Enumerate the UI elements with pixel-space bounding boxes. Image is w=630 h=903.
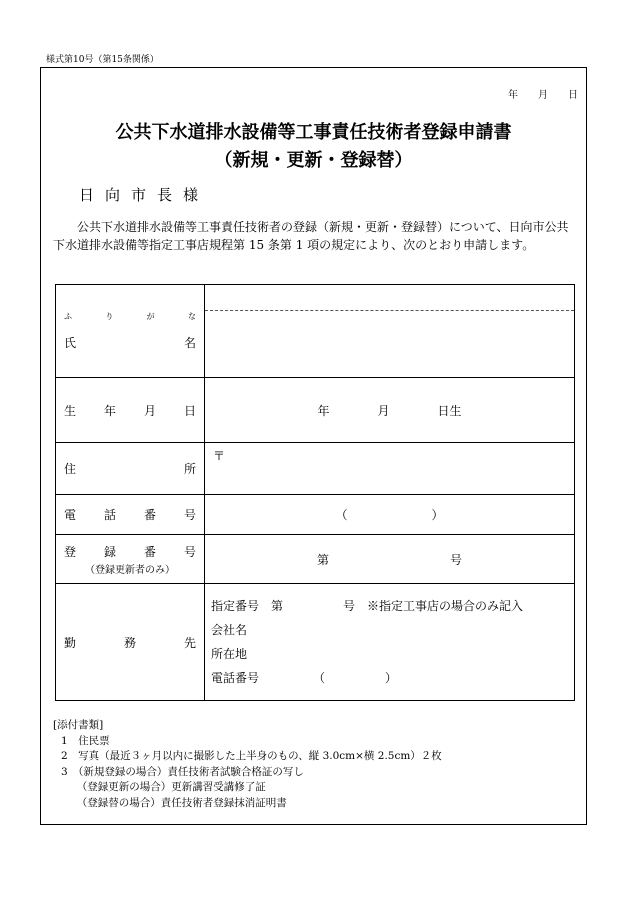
furigana-char: な bbox=[187, 312, 196, 321]
label-char: 話 bbox=[103, 508, 116, 522]
form-subtitle: （新規・更新・登録替） bbox=[214, 150, 413, 171]
label-char: 日 bbox=[183, 403, 196, 418]
phone-value: （ ） bbox=[335, 508, 444, 522]
name-label-cell bbox=[56, 285, 205, 378]
furigana-char: ふ bbox=[64, 312, 72, 321]
label-char: 号 bbox=[183, 544, 196, 559]
phone-row bbox=[56, 495, 575, 535]
birthdate-label-cell bbox=[56, 378, 205, 443]
attachments-heading: [添付書類] bbox=[53, 719, 104, 731]
label-char: 月 bbox=[143, 403, 156, 418]
name-label bbox=[64, 334, 196, 351]
label-char: 電 bbox=[64, 508, 77, 522]
attachment-item: （登録替の場合）責任技術者登録抹消証明書 bbox=[61, 796, 287, 809]
company-phone-line[interactable]: 電話番号 （ ） bbox=[211, 671, 398, 685]
application-form bbox=[40, 67, 587, 825]
form-title: 公共下水道排水設備等工事責任技術者登録申請書 bbox=[115, 122, 512, 143]
registration-number-row bbox=[56, 535, 575, 584]
workplace-field[interactable] bbox=[205, 584, 575, 701]
company-address-line[interactable]: 所在地 bbox=[211, 647, 248, 661]
workplace-label bbox=[64, 634, 196, 651]
phone-label-cell bbox=[56, 495, 205, 535]
address-row bbox=[56, 443, 575, 495]
intro-text: 公共下水道排水設備等工事責任技術者の登録（新規・更新・登録替）について、日向市公共下水道排水設備等指定工事店規程第 15 条第 1 項の規定により、次のとおり申請します。 bbox=[53, 220, 569, 252]
label-char: 録 bbox=[103, 544, 116, 559]
attachment-item: 2 写真（最近３ヶ月以内に撮影した上半身のもの、縦 3.0cm×横 2.5cm）２枚 bbox=[61, 750, 442, 762]
registration-number-label-cell bbox=[56, 535, 205, 584]
phone-field[interactable] bbox=[205, 495, 575, 535]
company-name-line[interactable]: 会社名 bbox=[211, 623, 248, 637]
label-char: 勤 bbox=[64, 635, 77, 650]
registration-suffix: 号 bbox=[449, 552, 462, 567]
birthdate-row bbox=[56, 378, 575, 443]
birthdate-label bbox=[64, 402, 196, 419]
label-char: 務 bbox=[123, 635, 136, 650]
birthdate-value: 年 月 日生 bbox=[317, 403, 462, 418]
designation-number-line[interactable]: 指定番号 第 号 ※指定工事店の場合のみ記入 bbox=[211, 599, 524, 613]
label-char: 号 bbox=[183, 508, 196, 522]
workplace-label-cell bbox=[56, 584, 205, 701]
registration-prefix: 第 bbox=[317, 552, 330, 567]
address-label-cell bbox=[56, 443, 205, 495]
registration-number-note: （登録更新者のみ） bbox=[85, 564, 175, 576]
phone-label bbox=[64, 506, 196, 523]
addressee: 日向市長様 bbox=[79, 186, 210, 204]
label-char: 番 bbox=[143, 544, 156, 559]
registration-number-value bbox=[205, 551, 574, 568]
label-char: 登 bbox=[64, 544, 77, 559]
attachment-item: （登録更新の場合）更新講習受講修了証 bbox=[61, 781, 266, 793]
label-char: 先 bbox=[183, 635, 196, 650]
label-char: 年 bbox=[103, 403, 116, 418]
attachment-item: 3 （新規登録の場合）責任技術者試験合格証の写し bbox=[61, 765, 304, 778]
applicant-table bbox=[55, 284, 575, 701]
application-date-line[interactable]: 年 月 日 bbox=[508, 90, 578, 101]
workplace-row bbox=[56, 584, 575, 701]
label-char: 住 bbox=[64, 462, 77, 476]
name-row bbox=[56, 285, 575, 378]
label-char: 名 bbox=[183, 336, 196, 350]
form-number-label: 様式第10号（第15条関係） bbox=[46, 55, 159, 65]
birthdate-field[interactable] bbox=[205, 378, 575, 443]
label-char: 番 bbox=[143, 508, 156, 522]
postal-mark: 〒 bbox=[213, 449, 226, 463]
label-char: 生 bbox=[64, 403, 77, 418]
label-char: 氏 bbox=[64, 336, 77, 350]
label-char: 所 bbox=[183, 462, 196, 476]
furigana-char: り bbox=[105, 312, 114, 321]
registration-number-label bbox=[64, 543, 196, 560]
address-label bbox=[64, 460, 196, 477]
furigana-field[interactable] bbox=[205, 285, 574, 311]
furigana-label bbox=[64, 311, 196, 322]
attachment-item: 1 住民票 bbox=[61, 734, 110, 747]
registration-number-field[interactable] bbox=[205, 535, 575, 584]
furigana-char: が bbox=[146, 312, 155, 321]
name-value-cell[interactable] bbox=[205, 285, 575, 378]
attachments bbox=[53, 718, 442, 811]
address-field[interactable] bbox=[205, 443, 575, 495]
